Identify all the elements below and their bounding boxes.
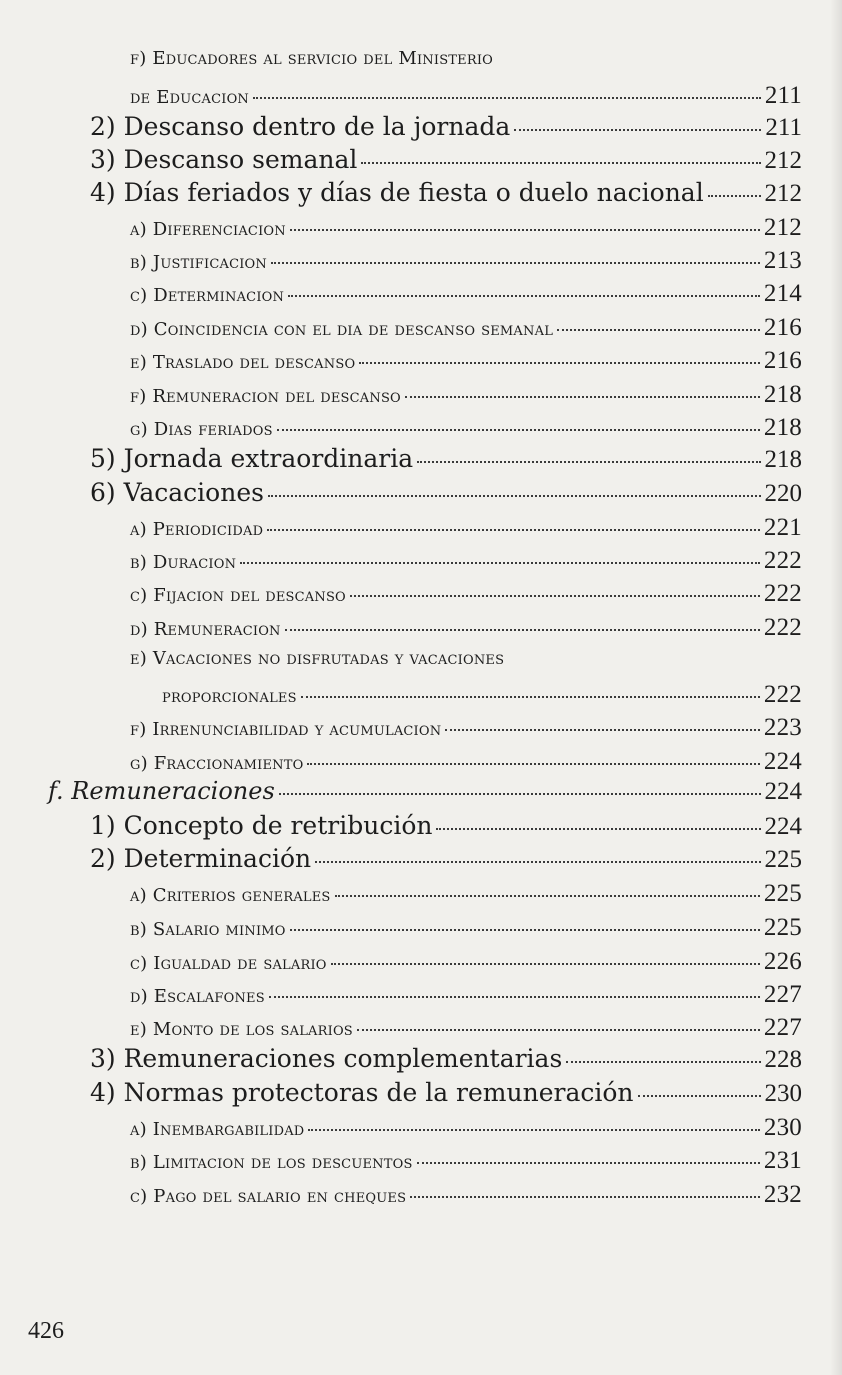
toc-entry-page: 226 [763, 948, 802, 975]
dot-leader [708, 195, 761, 197]
toc-entry-page: 230 [763, 1114, 802, 1141]
toc-entry-page: 218 [763, 381, 802, 408]
toc-entry-page: 231 [763, 1147, 802, 1174]
toc-entry-page: 225 [764, 846, 802, 873]
dot-leader [253, 97, 761, 99]
toc-entry [130, 648, 504, 669]
toc-entry [130, 547, 802, 575]
dot-leader [566, 1061, 760, 1063]
toc-entry [90, 844, 802, 874]
dot-leader [557, 329, 760, 331]
toc-entry-label: 3) Remuneraciones complementarias [90, 1044, 563, 1073]
toc-entry-page: 216 [763, 347, 802, 374]
toc-entry [130, 381, 802, 409]
toc-entry [130, 82, 802, 110]
toc-entry [90, 811, 802, 841]
toc-entry [162, 681, 802, 709]
toc-entry [130, 614, 802, 642]
toc-entry [130, 880, 802, 908]
toc-entry [130, 214, 802, 242]
toc-entry-label: f. Remuneraciones [48, 777, 275, 805]
toc-entry-page: 230 [764, 1080, 802, 1107]
toc-entry-page: 213 [763, 247, 802, 274]
toc-entry-page: 223 [763, 714, 802, 741]
toc-entry-label: f) Irrenunciabilidad y acumulacion [130, 719, 442, 740]
toc-entry-label: c) Pago del salario en cheques [130, 1186, 407, 1207]
toc-entry-label: c) Determinacion [130, 285, 285, 306]
toc-entry-label: d) Escalafones [130, 986, 265, 1007]
toc-entry-label: 2) Determinación [90, 844, 312, 873]
toc-entry-page: 212 [764, 147, 802, 174]
toc-entry [90, 112, 802, 142]
toc-entry-page: 224 [763, 748, 802, 775]
toc-entry-label: b) Salario minimo [130, 919, 286, 940]
toc-entry [130, 714, 802, 742]
toc-entry-page: 225 [763, 914, 802, 941]
toc-entry [130, 748, 802, 776]
dot-leader [279, 793, 761, 795]
toc-entry [90, 478, 802, 508]
dot-leader [436, 828, 760, 830]
toc-entry-page: 218 [764, 446, 802, 473]
toc-entry-label: b) Justificacion [130, 252, 267, 273]
dot-leader [290, 229, 760, 231]
toc-entry [130, 514, 802, 542]
toc-entry-page: 212 [764, 180, 802, 207]
dot-leader [271, 262, 760, 264]
toc-entry-page: 222 [763, 547, 802, 574]
dot-leader [350, 595, 760, 597]
toc-entry-label: b) Limitacion de los descuentos [130, 1152, 413, 1173]
dot-leader [331, 963, 760, 965]
toc-entry-label: f) Remuneracion del descanso [130, 386, 401, 407]
toc-entry-page: 227 [763, 981, 802, 1008]
toc-entry-page: 220 [764, 480, 802, 507]
dot-leader [405, 396, 760, 398]
toc-entry-label: 6) Vacaciones [90, 478, 264, 507]
toc-entry-label: a) Periodicidad [130, 519, 264, 540]
toc-entry-page: 232 [763, 1181, 802, 1208]
toc-entry [90, 178, 802, 208]
toc-entry-page: 211 [764, 82, 802, 109]
toc-entry-label: 4) Normas protectoras de la remuneración [90, 1078, 634, 1107]
toc-entry-label: d) Remuneracion [130, 619, 281, 640]
dot-leader [269, 996, 760, 998]
toc-entry [48, 777, 802, 806]
toc-entry-label: 2) Descanso dentro de la jornada [90, 112, 511, 141]
dot-leader [445, 729, 760, 731]
toc-entry [130, 914, 802, 942]
toc-entry-label: de Educacion [130, 87, 250, 108]
toc-entry-label: a) Criterios generales [130, 885, 331, 906]
dot-leader [410, 1196, 760, 1198]
toc-entry [90, 1044, 802, 1074]
dot-leader [307, 763, 759, 765]
toc-entry-label: g) Fraccionamiento [130, 753, 304, 774]
toc-entry-page: 225 [763, 880, 802, 907]
toc-entry [130, 347, 802, 375]
toc-entry-label: e) Traslado del descanso [130, 352, 356, 373]
toc-entry-page: 222 [763, 580, 802, 607]
dot-leader [268, 495, 761, 497]
toc-entry-label: d) Coincidencia con el dia de descanso semanal [130, 319, 554, 340]
toc-entry-label: 4) Días feriados y días de fiesta o duelo nacional [90, 178, 704, 207]
toc-entry-page: 214 [763, 280, 802, 307]
dot-leader [638, 1095, 761, 1097]
toc-entry [130, 948, 802, 976]
toc-entry-page: 224 [764, 778, 802, 805]
toc-entry-label: 5) Jornada extraordinaria [90, 444, 414, 473]
toc-entry-label: 3) Descanso semanal [90, 145, 358, 174]
dot-leader [285, 629, 760, 631]
toc-entry [90, 444, 802, 474]
toc-entry-page: 222 [763, 614, 802, 641]
toc-entry-page: 224 [764, 813, 802, 840]
toc-entry-page: 227 [763, 1014, 802, 1041]
dot-leader [514, 129, 761, 131]
toc-entry [130, 280, 802, 308]
dot-leader [288, 295, 760, 297]
toc-entry [130, 1114, 802, 1142]
toc-entry [90, 145, 802, 175]
dot-leader [361, 162, 760, 164]
dot-leader [357, 1029, 760, 1031]
dot-leader [290, 929, 760, 931]
dot-leader [240, 562, 760, 564]
toc-entry [90, 1078, 802, 1108]
toc-entry-page: 228 [764, 1046, 802, 1073]
dot-leader [308, 1129, 759, 1131]
toc-entry-label: a) Inembargabilidad [130, 1119, 305, 1140]
toc-entry-page: 221 [763, 514, 802, 541]
toc-entry [130, 1181, 802, 1209]
toc-entry [130, 247, 802, 275]
dot-leader [315, 861, 760, 863]
dot-leader [277, 429, 760, 431]
toc-entry-page: 218 [763, 414, 802, 441]
toc-entry-page: 216 [763, 314, 802, 341]
toc-entry-label: c) Igualdad de salario [130, 953, 327, 974]
dot-leader [335, 895, 760, 897]
toc-entry-page: 211 [765, 114, 802, 141]
toc-entry-label: c) Fijacion del descanso [130, 585, 346, 606]
toc-entry [130, 580, 802, 608]
toc-entry-label: e) Monto de los salarios [130, 1019, 353, 1040]
toc-entry-label: a) Diferenciacion [130, 219, 286, 240]
toc-entry [130, 1147, 802, 1175]
page-edge-shadow [830, 0, 842, 1375]
toc-entry-label: f) Educadores al servicio del Ministerio [130, 48, 494, 69]
dot-leader [417, 461, 760, 463]
dot-leader [359, 362, 760, 364]
toc-entry [130, 414, 802, 442]
page-number: 426 [28, 1318, 64, 1344]
toc-entry-page: 212 [763, 214, 802, 241]
toc-entry-label: 1) Concepto de retribución [90, 811, 433, 840]
toc-entry-label: b) Duracion [130, 552, 237, 573]
toc-entry [130, 1014, 802, 1042]
toc-entry-label: e) Vacaciones no disfrutadas y vacaciones [130, 648, 505, 669]
toc-entry-label: g) Dias feriados [130, 419, 273, 440]
dot-leader [417, 1162, 760, 1164]
toc-entry [130, 314, 802, 342]
dot-leader [267, 529, 760, 531]
toc-entry-page: 222 [763, 681, 802, 708]
toc-entry-label: proporcionales [162, 686, 297, 707]
dot-leader [301, 696, 760, 698]
toc-entry [130, 981, 802, 1009]
toc-entry [130, 48, 493, 69]
